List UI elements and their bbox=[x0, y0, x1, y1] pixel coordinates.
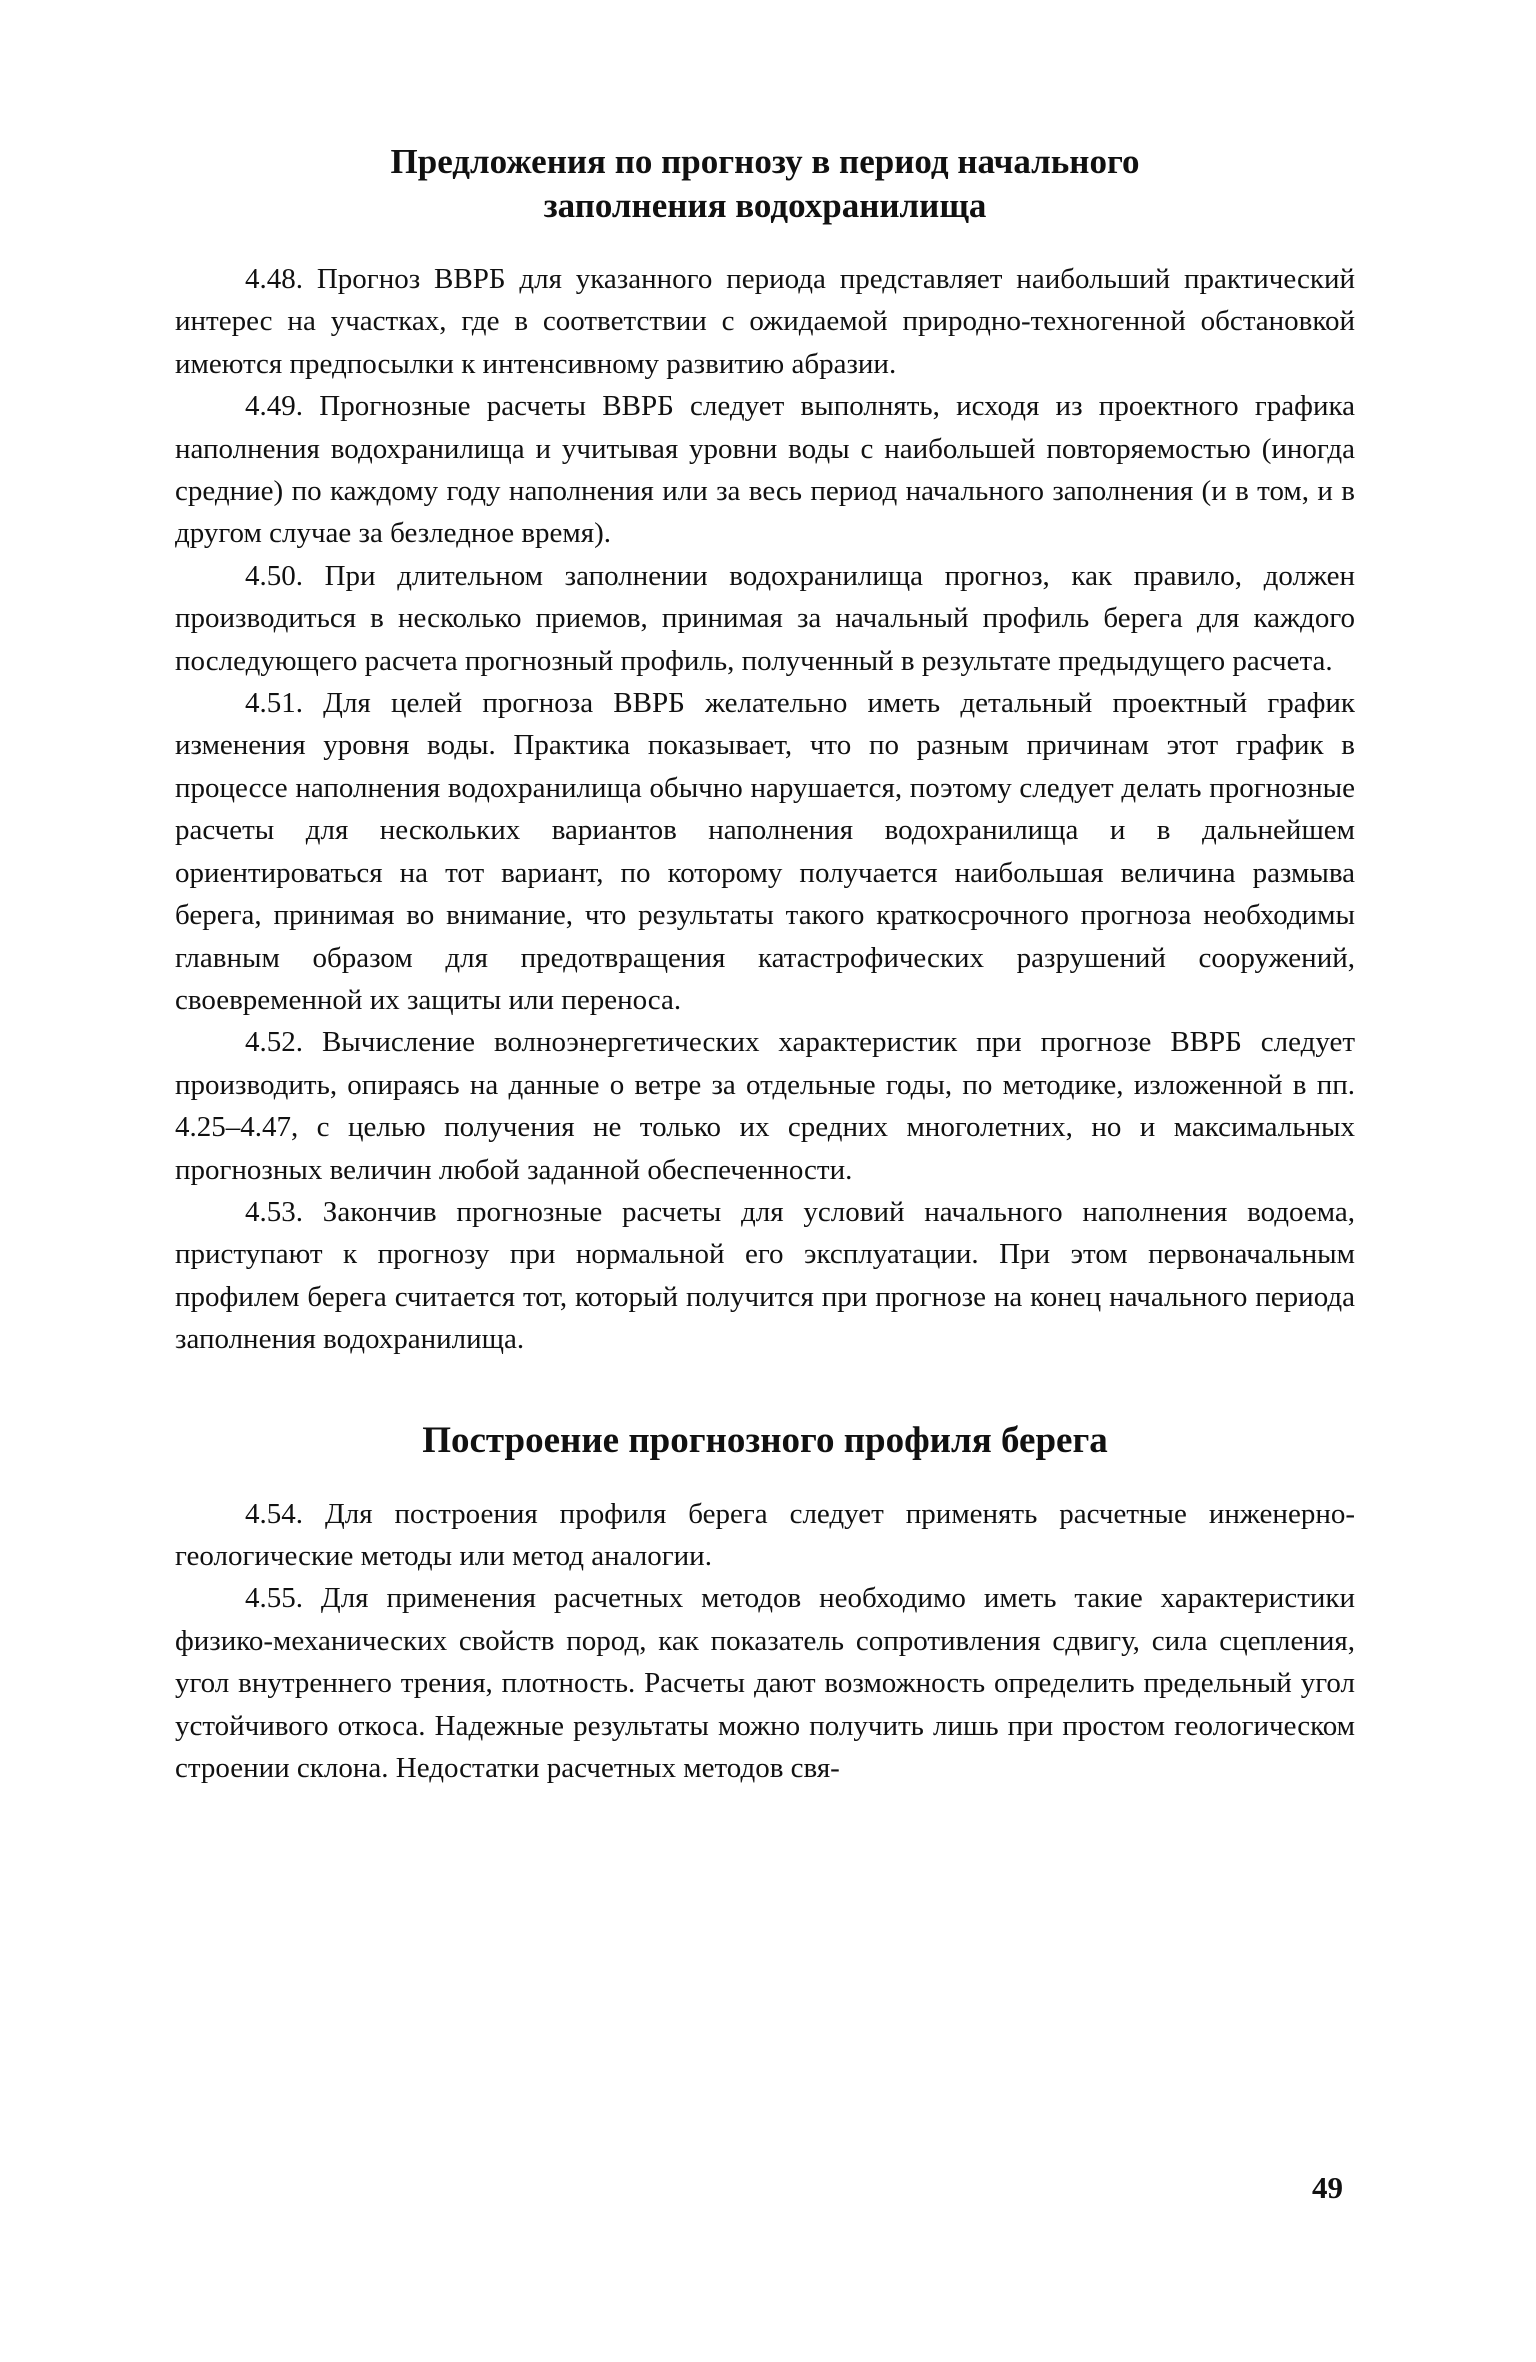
paragraph-4-53: 4.53. Закончив прогнозные расчеты для условий начального наполнения водоема, приступают к прогнозу при нормальной его эксплуатации. При этом первоначальным профилем берега считается тот, который получится при прогнозе на конец начального периода заполнения водохранилища. bbox=[175, 1195, 1355, 1356]
document-page bbox=[175, 140, 1355, 1789]
heading-line-1: Предложения по прогнозу в период начального bbox=[390, 142, 1140, 181]
page-number: 49 bbox=[1312, 2170, 1343, 2205]
paragraph-4-48: 4.48. Прогноз ВВРБ для указанного периода представляет наибольший практический интерес на участках, где в соответствии с ожидаемой природно-техногенной обстановкой имеются предпосылки к интенсивному развитию абразии. bbox=[175, 263, 1355, 380]
heading-line-2: заполнения водохранилища bbox=[543, 186, 987, 225]
paragraph-4-49: 4.49. Прогнозные расчеты ВВРБ следует выполнять, исходя из проектного графика наполнения водохранилища и учитывая уровни воды с наибольшей повторяемостью (иногда средние) по каждому году наполнения или за весь период начального заполнения (и в том, и в другом случае за безледное время). bbox=[175, 390, 1355, 550]
section-heading bbox=[175, 140, 1355, 228]
section-shore-profile-construction bbox=[175, 1419, 1355, 1790]
paragraph-4-51: 4.51. Для целей прогноза ВВРБ желательно иметь детальный проектный график изменения уровня воды. Практика показывает, что по разным причинам этот график в процессе наполнения водохранилища обычно нарушается, поэтому следует делать прогнозные расчеты для нескольких вариантов наполнения водохранилища и в дальнейшем ориентироваться на тот вариант, по которому получается наибольшая величина размыва берега, принимая во внимание, что результаты такого краткосрочного прогноза необходимы главным образом для предотвращения катастрофических разрушений сооружений, своевременной их защиты или переноса. bbox=[175, 687, 1355, 1016]
paragraph-4-54: 4.54. Для построения профиля берега следует применять расчетные инженерно-геологические методы или метод аналогии. bbox=[175, 1497, 1355, 1572]
section-initial-filling-forecast bbox=[175, 140, 1355, 1361]
section-heading: Построение прогнозного профиля берега bbox=[422, 1419, 1108, 1461]
paragraph-4-52: 4.52. Вычисление волноэнергетических характеристик при прогнозе ВВРБ следует производить, опираясь на данные о ветре за отдельные годы, по методике, изложенной в пп. 4.25–4.47, с целью получения не только их средних многолетних, но и максимальных прогнозных величин любой заданной обеспеченности. bbox=[175, 1026, 1355, 1186]
paragraph-4-50: 4.50. При длительном заполнении водохранилища прогноз, как правило, должен производиться в несколько приемов, принимая за начальный профиль берега для каждого последующего расчета прогнозный профиль, полученный в результате предыдущего расчета. bbox=[175, 559, 1355, 677]
paragraph-4-55: 4.55. Для применения расчетных методов необходимо иметь такие характеристики физико-механических свойств пород, как показатель сопротивления сдвигу, сила сцепления, угол внутреннего трения, плотность. Расчеты дают возможность определить предельный угол устойчивого откоса. Надежные результаты можно получить лишь при простом геологическом строении склона. Недостатки расчетных методов свя- bbox=[175, 1582, 1355, 1784]
